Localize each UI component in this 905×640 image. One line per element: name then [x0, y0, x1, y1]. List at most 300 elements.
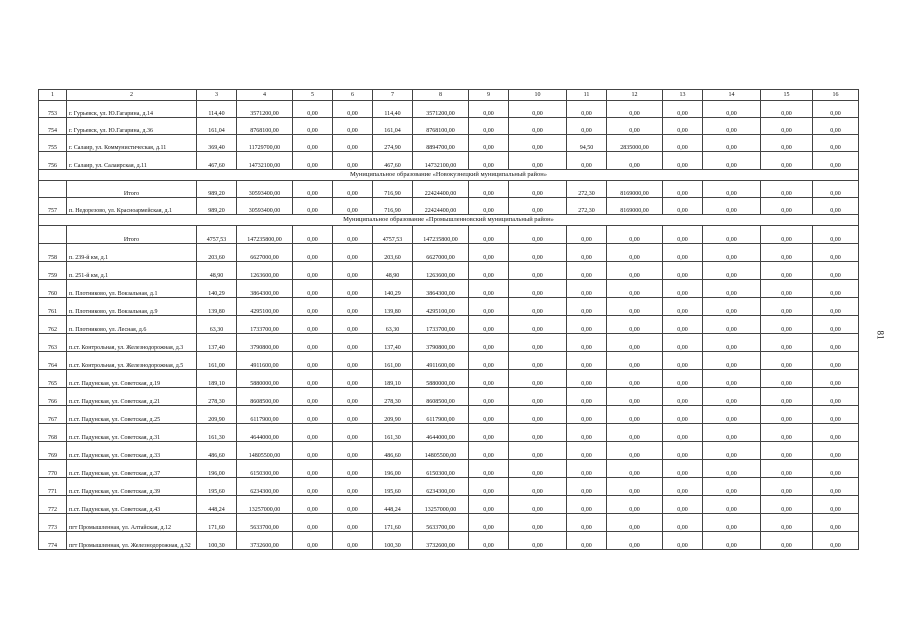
value-cell: 0,00: [703, 442, 761, 460]
value-cell: 0,00: [761, 406, 813, 424]
value-cell: 0,00: [293, 118, 333, 135]
value-cell: 0,00: [567, 478, 607, 496]
table-row: [39, 101, 859, 118]
value-cell: 14732100,00: [237, 152, 293, 170]
value-cell: 0,00: [703, 152, 761, 170]
value-cell: 14805500,00: [237, 442, 293, 460]
column-header-16: 16: [813, 90, 859, 101]
address-cell: г. Салаир, ул. Салаирская, д.11: [67, 152, 197, 170]
value-cell: 6627000,00: [413, 244, 469, 262]
value-cell: 4757,53: [197, 226, 237, 244]
value-cell: 4644000,00: [237, 424, 293, 442]
value-cell: 0,00: [567, 406, 607, 424]
column-header-2: 2: [67, 90, 197, 101]
value-cell: 0,00: [663, 135, 703, 152]
page-number: 81: [875, 330, 886, 340]
value-cell: 0,00: [607, 118, 663, 135]
column-header-12: 12: [607, 90, 663, 101]
section-title: Муниципальное образование «Промышленновский муниципальный район»: [39, 215, 859, 226]
table-row: [39, 388, 859, 406]
value-cell: 5880000,00: [237, 370, 293, 388]
address-cell: п. Плотниково, ул. Вокзальная, д.1: [67, 280, 197, 298]
value-cell: 94,50: [567, 135, 607, 152]
column-header-4: 4: [237, 90, 293, 101]
value-cell: 6234300,00: [237, 478, 293, 496]
value-cell: 0,00: [813, 406, 859, 424]
value-cell: 30593400,00: [237, 181, 293, 198]
value-cell: 0,00: [663, 280, 703, 298]
value-cell: 0,00: [567, 514, 607, 532]
value-cell: 0,00: [761, 298, 813, 316]
value-cell: 0,00: [813, 460, 859, 478]
value-cell: 6234300,00: [413, 478, 469, 496]
value-cell: 0,00: [607, 334, 663, 352]
row-number-cell: 757: [39, 198, 67, 215]
value-cell: 0,00: [293, 198, 333, 215]
value-cell: 716,90: [373, 181, 413, 198]
value-cell: 0,00: [293, 316, 333, 334]
value-cell: 274,90: [373, 135, 413, 152]
value-cell: 0,00: [333, 152, 373, 170]
value-cell: 0,00: [761, 496, 813, 514]
address-cell: п.ст. Падунская, ул. Советская, д.39: [67, 478, 197, 496]
value-cell: 0,00: [663, 262, 703, 280]
value-cell: 0,00: [333, 370, 373, 388]
value-cell: 0,00: [607, 262, 663, 280]
column-header-10: 10: [509, 90, 567, 101]
value-cell: 0,00: [333, 298, 373, 316]
value-cell: 100,30: [197, 532, 237, 550]
value-cell: 448,24: [373, 496, 413, 514]
value-cell: 989,20: [197, 198, 237, 215]
value-cell: 0,00: [469, 262, 509, 280]
value-cell: 0,00: [469, 352, 509, 370]
row-number-cell: [39, 181, 67, 198]
value-cell: 0,00: [761, 280, 813, 298]
value-cell: 0,00: [761, 118, 813, 135]
table-row: [39, 478, 859, 496]
value-cell: 161,04: [197, 118, 237, 135]
address-cell: пгт Промышленная, ул. Алтайская, д.12: [67, 514, 197, 532]
value-cell: 0,00: [663, 496, 703, 514]
value-cell: 0,00: [567, 280, 607, 298]
value-cell: 0,00: [333, 514, 373, 532]
value-cell: 0,00: [469, 226, 509, 244]
value-cell: 0,00: [567, 496, 607, 514]
value-cell: 0,00: [293, 424, 333, 442]
value-cell: 0,00: [607, 532, 663, 550]
value-cell: 0,00: [663, 388, 703, 406]
value-cell: 0,00: [469, 478, 509, 496]
value-cell: 0,00: [813, 316, 859, 334]
value-cell: 0,00: [469, 424, 509, 442]
value-cell: 0,00: [469, 334, 509, 352]
column-header-6: 6: [333, 90, 373, 101]
value-cell: 0,00: [509, 514, 567, 532]
value-cell: 0,00: [813, 262, 859, 280]
table-row: [39, 244, 859, 262]
address-cell: п.ст. Падунская, ул. Советская, д.21: [67, 388, 197, 406]
value-cell: 0,00: [333, 496, 373, 514]
value-cell: 0,00: [567, 442, 607, 460]
value-cell: 0,00: [761, 514, 813, 532]
value-cell: 278,30: [197, 388, 237, 406]
value-cell: 0,00: [813, 152, 859, 170]
value-cell: 0,00: [761, 424, 813, 442]
value-cell: 6117900,00: [237, 406, 293, 424]
row-number-cell: 765: [39, 370, 67, 388]
value-cell: 0,00: [761, 244, 813, 262]
value-cell: 0,00: [293, 135, 333, 152]
row-number-cell: 772: [39, 496, 67, 514]
value-cell: 0,00: [813, 370, 859, 388]
value-cell: 0,00: [333, 101, 373, 118]
value-cell: 0,00: [567, 244, 607, 262]
value-cell: 0,00: [761, 101, 813, 118]
table-row: [39, 152, 859, 170]
value-cell: 0,00: [293, 334, 333, 352]
value-cell: 0,00: [567, 424, 607, 442]
table-row: [39, 226, 859, 244]
value-cell: 0,00: [567, 388, 607, 406]
table-row: [39, 118, 859, 135]
row-number-cell: 756: [39, 152, 67, 170]
value-cell: 114,40: [373, 101, 413, 118]
address-cell: п. Недорезово, ул. Красноармейская, д.1: [67, 198, 197, 215]
row-number-cell: 770: [39, 460, 67, 478]
table-row: [39, 460, 859, 478]
value-cell: 0,00: [703, 406, 761, 424]
value-cell: 0,00: [813, 101, 859, 118]
value-cell: 3571200,00: [413, 101, 469, 118]
value-cell: 147235800,00: [237, 226, 293, 244]
document-page: [38, 89, 858, 550]
row-number-cell: 773: [39, 514, 67, 532]
value-cell: 1733700,00: [413, 316, 469, 334]
value-cell: 0,00: [607, 514, 663, 532]
table-row: [39, 496, 859, 514]
value-cell: 0,00: [813, 478, 859, 496]
value-cell: 0,00: [813, 181, 859, 198]
value-cell: 0,00: [293, 226, 333, 244]
value-cell: 0,00: [813, 135, 859, 152]
value-cell: 0,00: [509, 298, 567, 316]
column-header-13: 13: [663, 90, 703, 101]
value-cell: 486,60: [373, 442, 413, 460]
value-cell: 0,00: [469, 406, 509, 424]
value-cell: 0,00: [333, 135, 373, 152]
value-cell: 0,00: [663, 334, 703, 352]
value-cell: 1263600,00: [237, 262, 293, 280]
table-row: [39, 262, 859, 280]
value-cell: 48,90: [197, 262, 237, 280]
value-cell: 6150300,00: [237, 460, 293, 478]
value-cell: 22424400,00: [413, 181, 469, 198]
section-header-row: [39, 215, 859, 226]
value-cell: 0,00: [663, 424, 703, 442]
value-cell: 0,00: [703, 262, 761, 280]
value-cell: 0,00: [293, 352, 333, 370]
value-cell: 0,00: [293, 370, 333, 388]
value-cell: 0,00: [813, 532, 859, 550]
value-cell: 0,00: [509, 280, 567, 298]
value-cell: 0,00: [509, 244, 567, 262]
value-cell: 195,60: [197, 478, 237, 496]
value-cell: 196,00: [373, 460, 413, 478]
value-cell: 0,00: [333, 262, 373, 280]
value-cell: 0,00: [567, 460, 607, 478]
value-cell: 0,00: [469, 460, 509, 478]
value-cell: 0,00: [509, 226, 567, 244]
value-cell: 0,00: [703, 135, 761, 152]
address-cell: п.ст. Контрольная, ул. Железнодорожная, д.5: [67, 352, 197, 370]
value-cell: 8894700,00: [413, 135, 469, 152]
value-cell: 0,00: [469, 152, 509, 170]
table-row: [39, 424, 859, 442]
row-number-cell: 766: [39, 388, 67, 406]
value-cell: 0,00: [607, 406, 663, 424]
value-cell: 0,00: [509, 496, 567, 514]
value-cell: 140,29: [373, 280, 413, 298]
address-cell: п.ст. Падунская, ул. Советская, д.33: [67, 442, 197, 460]
value-cell: 0,00: [663, 460, 703, 478]
row-number-cell: 761: [39, 298, 67, 316]
value-cell: 0,00: [469, 370, 509, 388]
value-cell: 0,00: [607, 316, 663, 334]
value-cell: 0,00: [813, 244, 859, 262]
column-header-9: 9: [469, 90, 509, 101]
value-cell: 0,00: [703, 514, 761, 532]
value-cell: 467,60: [197, 152, 237, 170]
value-cell: 139,80: [197, 298, 237, 316]
value-cell: 1263600,00: [413, 262, 469, 280]
value-cell: 0,00: [509, 181, 567, 198]
value-cell: 0,00: [761, 370, 813, 388]
value-cell: 0,00: [663, 352, 703, 370]
value-cell: 0,00: [333, 316, 373, 334]
value-cell: 0,00: [333, 198, 373, 215]
row-number-cell: 768: [39, 424, 67, 442]
value-cell: 203,60: [373, 244, 413, 262]
value-cell: 209,90: [373, 406, 413, 424]
value-cell: 0,00: [509, 460, 567, 478]
table-row: [39, 135, 859, 152]
value-cell: 63,30: [197, 316, 237, 334]
value-cell: 0,00: [509, 370, 567, 388]
data-table: [38, 89, 859, 550]
address-cell: г. Гурьевск, ул. Ю.Гагарина, д.14: [67, 101, 197, 118]
value-cell: 272,30: [567, 181, 607, 198]
value-cell: 0,00: [333, 334, 373, 352]
value-cell: 8169000,00: [607, 198, 663, 215]
value-cell: 0,00: [567, 316, 607, 334]
value-cell: 0,00: [469, 532, 509, 550]
value-cell: 22424400,00: [413, 198, 469, 215]
table-row: [39, 181, 859, 198]
value-cell: 0,00: [813, 514, 859, 532]
value-cell: 0,00: [293, 298, 333, 316]
address-cell: п. 251-й км, д.1: [67, 262, 197, 280]
value-cell: 0,00: [663, 532, 703, 550]
value-cell: 0,00: [761, 532, 813, 550]
value-cell: 989,20: [197, 181, 237, 198]
value-cell: 48,90: [373, 262, 413, 280]
value-cell: 0,00: [333, 352, 373, 370]
value-cell: 0,00: [663, 316, 703, 334]
value-cell: 4911600,00: [237, 352, 293, 370]
value-cell: 196,00: [197, 460, 237, 478]
table-body: [39, 101, 859, 550]
value-cell: 0,00: [567, 532, 607, 550]
value-cell: 0,00: [469, 442, 509, 460]
value-cell: 0,00: [813, 226, 859, 244]
value-cell: 0,00: [607, 460, 663, 478]
value-cell: 209,90: [197, 406, 237, 424]
value-cell: 0,00: [703, 198, 761, 215]
table-row: [39, 352, 859, 370]
row-number-cell: 774: [39, 532, 67, 550]
value-cell: 161,30: [373, 424, 413, 442]
value-cell: 114,40: [197, 101, 237, 118]
value-cell: 272,30: [567, 198, 607, 215]
value-cell: 0,00: [663, 370, 703, 388]
column-header-7: 7: [373, 90, 413, 101]
value-cell: 0,00: [703, 352, 761, 370]
value-cell: 0,00: [607, 152, 663, 170]
value-cell: 0,00: [663, 118, 703, 135]
value-cell: 0,00: [703, 424, 761, 442]
value-cell: 486,60: [197, 442, 237, 460]
row-number-cell: 762: [39, 316, 67, 334]
value-cell: 0,00: [607, 298, 663, 316]
value-cell: 4295100,00: [237, 298, 293, 316]
value-cell: 0,00: [293, 460, 333, 478]
value-cell: 0,00: [293, 532, 333, 550]
value-cell: 0,00: [509, 198, 567, 215]
value-cell: 0,00: [293, 514, 333, 532]
table-row: [39, 334, 859, 352]
address-cell: п.ст. Падунская, ул. Советская, д.37: [67, 460, 197, 478]
value-cell: 0,00: [293, 152, 333, 170]
value-cell: 11729700,00: [237, 135, 293, 152]
value-cell: 3790800,00: [237, 334, 293, 352]
value-cell: 6627000,00: [237, 244, 293, 262]
table-row: [39, 316, 859, 334]
value-cell: 0,00: [509, 388, 567, 406]
value-cell: 0,00: [469, 198, 509, 215]
value-cell: 161,00: [197, 352, 237, 370]
table-row: [39, 532, 859, 550]
value-cell: 100,30: [373, 532, 413, 550]
value-cell: 203,60: [197, 244, 237, 262]
address-cell: п. Плотниково, ул. Лесная, д.6: [67, 316, 197, 334]
value-cell: 0,00: [607, 280, 663, 298]
value-cell: 716,90: [373, 198, 413, 215]
address-cell: пгт Промышленная, ул. Железнодорожная, д.32: [67, 532, 197, 550]
value-cell: 0,00: [607, 101, 663, 118]
value-cell: 0,00: [469, 244, 509, 262]
value-cell: 0,00: [469, 280, 509, 298]
value-cell: 0,00: [813, 352, 859, 370]
value-cell: 161,30: [197, 424, 237, 442]
value-cell: 0,00: [663, 478, 703, 496]
value-cell: 0,00: [567, 262, 607, 280]
value-cell: 3790800,00: [413, 334, 469, 352]
value-cell: 0,00: [333, 118, 373, 135]
row-number-cell: 753: [39, 101, 67, 118]
value-cell: 30593400,00: [237, 198, 293, 215]
value-cell: 0,00: [607, 244, 663, 262]
value-cell: 0,00: [703, 370, 761, 388]
value-cell: 0,00: [703, 226, 761, 244]
row-number-cell: 755: [39, 135, 67, 152]
value-cell: 0,00: [607, 352, 663, 370]
column-header-1: 1: [39, 90, 67, 101]
address-cell: п.ст. Падунская, ул. Советская, д.25: [67, 406, 197, 424]
value-cell: 0,00: [607, 496, 663, 514]
value-cell: 171,60: [373, 514, 413, 532]
table-row: [39, 298, 859, 316]
value-cell: 0,00: [663, 442, 703, 460]
value-cell: 137,40: [197, 334, 237, 352]
value-cell: 3571200,00: [237, 101, 293, 118]
value-cell: 0,00: [813, 442, 859, 460]
row-number-cell: 771: [39, 478, 67, 496]
value-cell: 0,00: [333, 478, 373, 496]
value-cell: 13257000,00: [237, 496, 293, 514]
value-cell: 0,00: [703, 478, 761, 496]
column-header-5: 5: [293, 90, 333, 101]
value-cell: 0,00: [663, 298, 703, 316]
value-cell: 0,00: [607, 478, 663, 496]
value-cell: 1733700,00: [237, 316, 293, 334]
value-cell: 3732600,00: [237, 532, 293, 550]
value-cell: 4911600,00: [413, 352, 469, 370]
row-number-cell: 758: [39, 244, 67, 262]
value-cell: 0,00: [509, 118, 567, 135]
value-cell: 0,00: [663, 152, 703, 170]
value-cell: 0,00: [813, 280, 859, 298]
value-cell: 0,00: [333, 460, 373, 478]
value-cell: 0,00: [469, 135, 509, 152]
value-cell: 161,00: [373, 352, 413, 370]
value-cell: 0,00: [813, 334, 859, 352]
value-cell: 0,00: [333, 388, 373, 406]
row-number-cell: 760: [39, 280, 67, 298]
value-cell: 5880000,00: [413, 370, 469, 388]
value-cell: 0,00: [703, 101, 761, 118]
column-header-14: 14: [703, 90, 761, 101]
column-header-11: 11: [567, 90, 607, 101]
value-cell: 0,00: [509, 424, 567, 442]
value-cell: 0,00: [469, 388, 509, 406]
address-cell: п. 239-й км, д.1: [67, 244, 197, 262]
value-cell: 0,00: [703, 388, 761, 406]
row-number-cell: 754: [39, 118, 67, 135]
value-cell: 0,00: [761, 478, 813, 496]
value-cell: 0,00: [607, 370, 663, 388]
value-cell: 0,00: [703, 181, 761, 198]
value-cell: 0,00: [813, 388, 859, 406]
value-cell: 4757,53: [373, 226, 413, 244]
value-cell: 0,00: [333, 181, 373, 198]
value-cell: 0,00: [509, 262, 567, 280]
value-cell: 0,00: [813, 496, 859, 514]
column-header-row: [39, 90, 859, 101]
value-cell: 0,00: [761, 442, 813, 460]
value-cell: 0,00: [703, 532, 761, 550]
value-cell: 278,30: [373, 388, 413, 406]
